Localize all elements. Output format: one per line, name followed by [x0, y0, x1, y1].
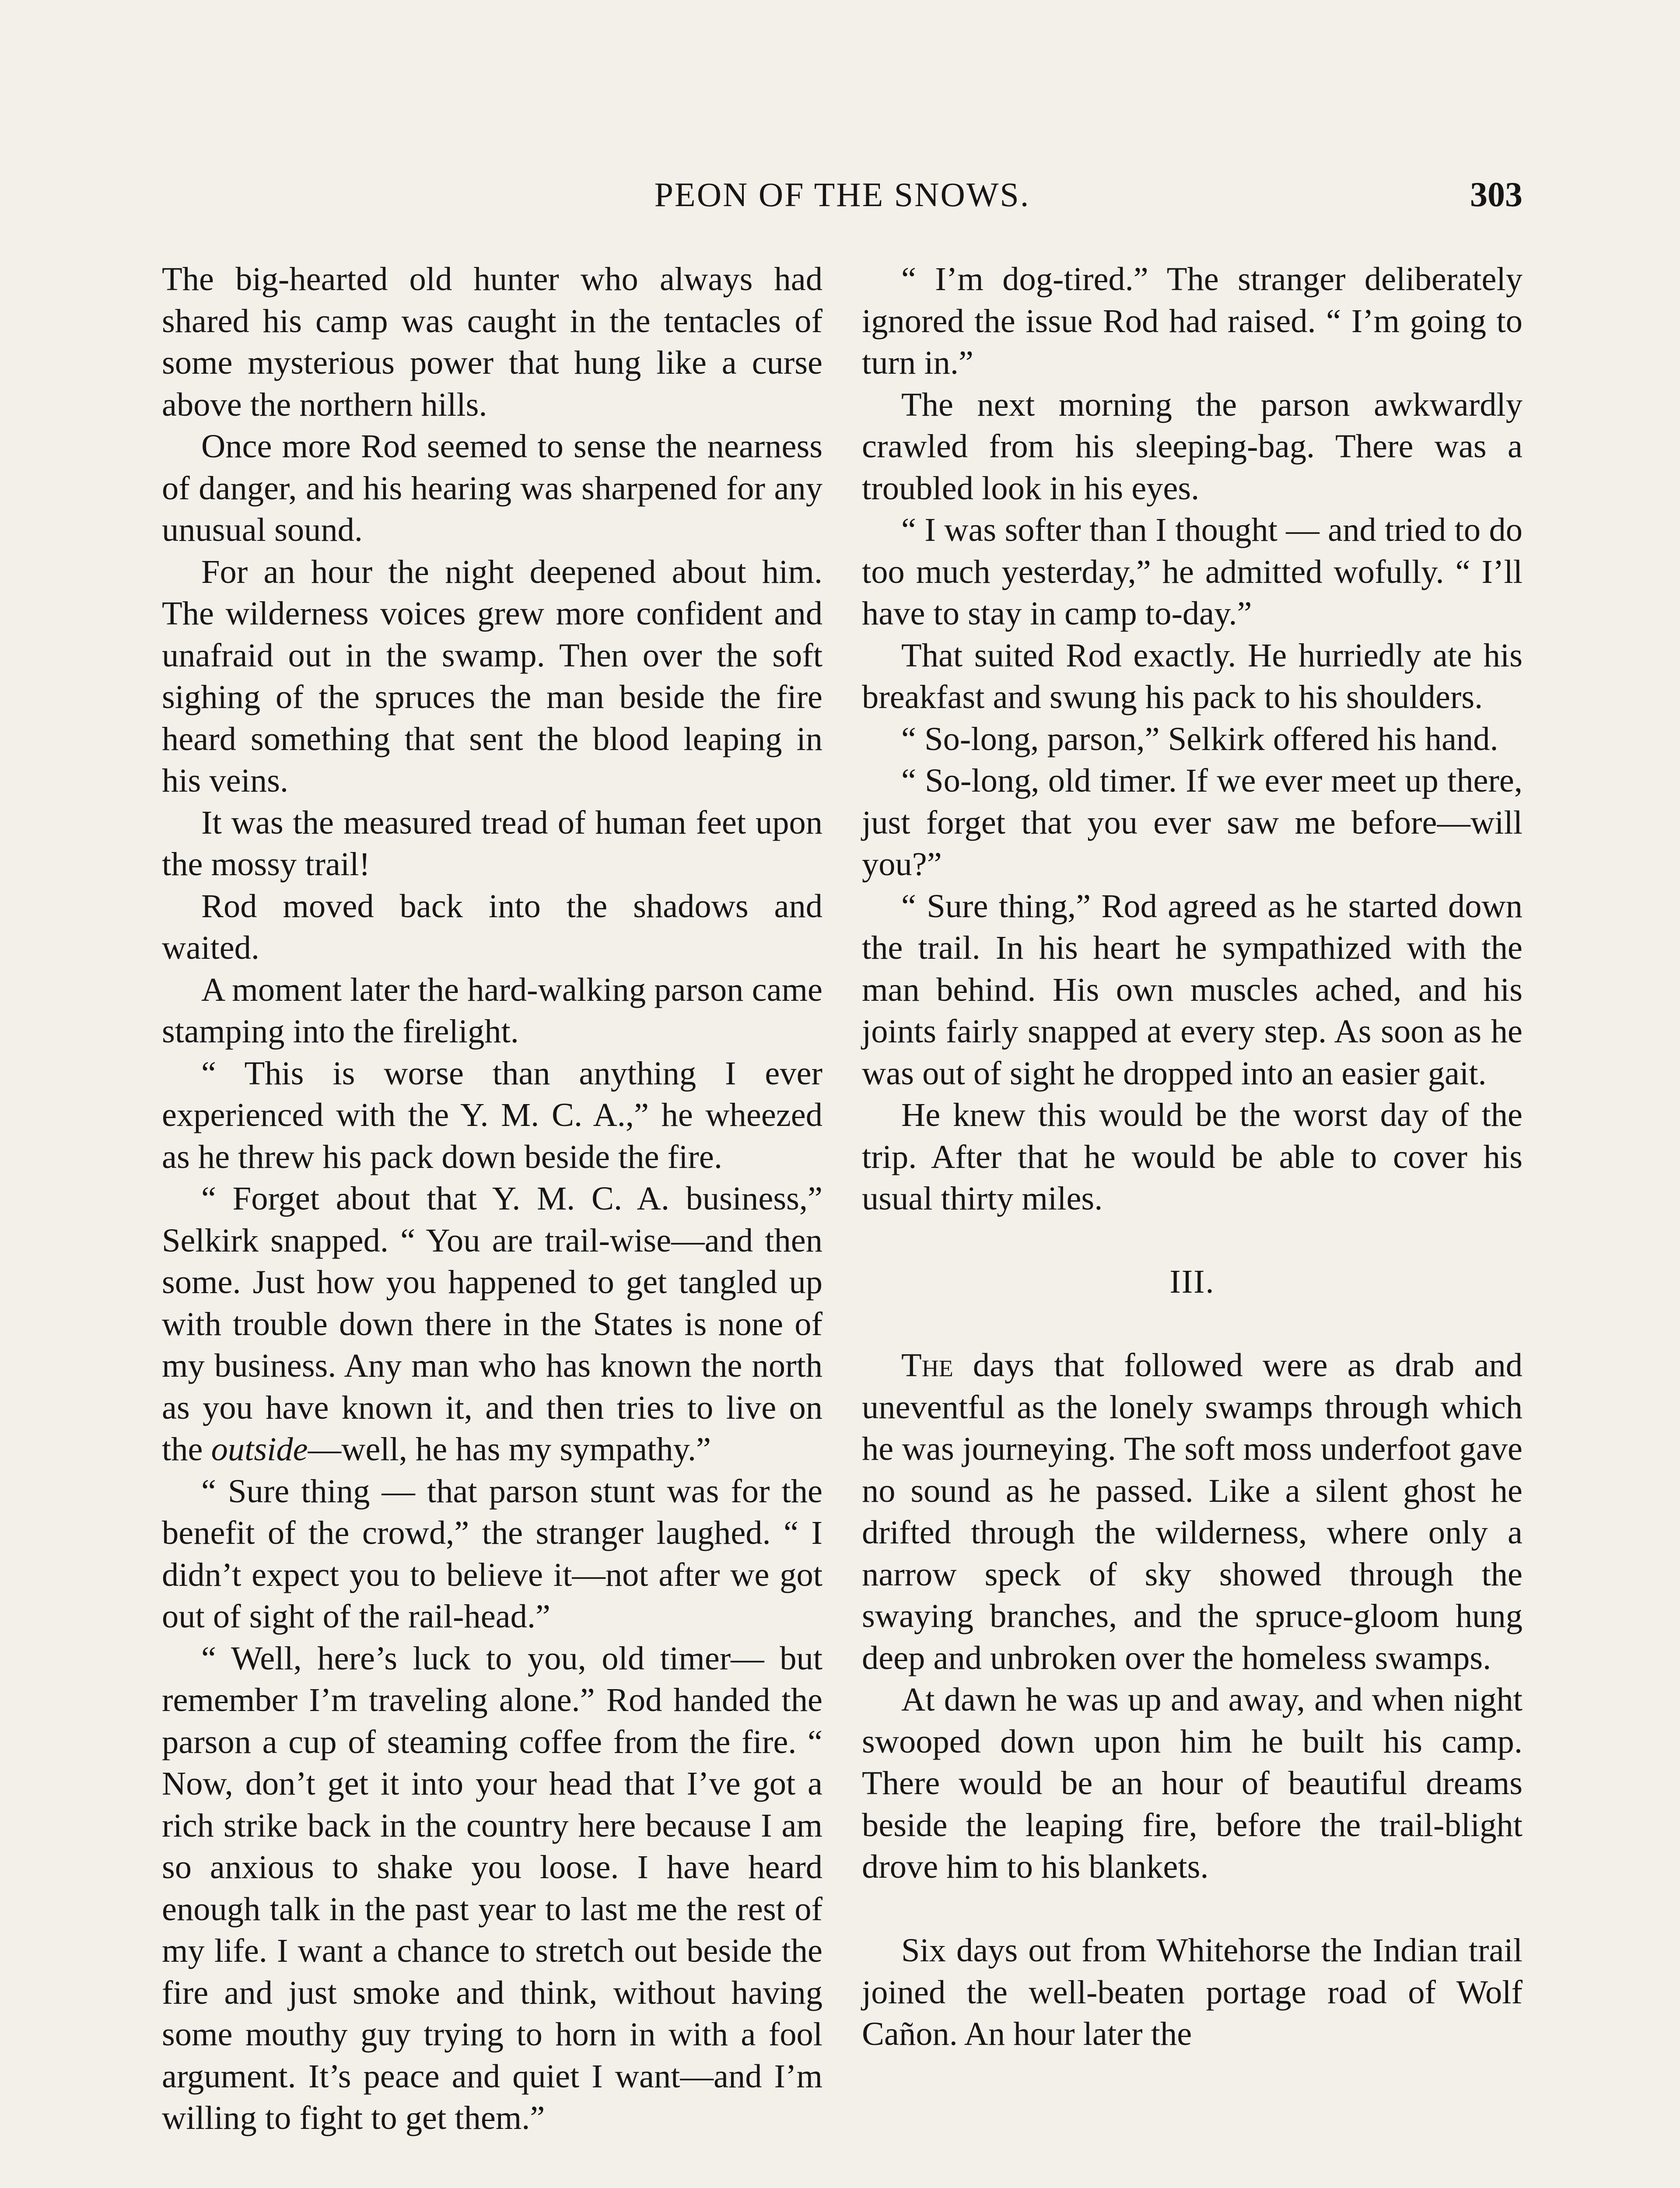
paragraph — [862, 1344, 1522, 1679]
paragraph: Six days out from Whitehorse the Indian trail joined the well-beaten portage road of Wolf Cañon. An hour later the — [862, 1932, 1522, 2052]
paragraph: “ This is worse than anything I ever experienced with the Y. M. C. A.,” he wheezed as he threw his pack down beside the fire. — [162, 1054, 822, 1175]
paragraph: “ So-long, old timer. If we ever meet up there, just forget that you ever saw me before—will you?” — [862, 762, 1522, 883]
paragraph: “ Sure thing — that parson stunt was for the benefit of the crowd,” the stranger laughed. “ I didn’t expect you to believe it—not after we got out of sight of the rail-head.” — [162, 1472, 822, 1635]
left-column — [162, 258, 822, 2139]
running-title: PEON OF THE SNOWS. — [654, 175, 1030, 214]
paragraph: At dawn he was up and away, and when night swooped down upon him he built his camp. There would be an hour of beautiful dreams beside the leaping fire, before the trail-blight drove him to his blankets. — [862, 1681, 1522, 1885]
paragraph: A moment later the hard-walking parson came stamping into the firelight. — [162, 971, 822, 1050]
paragraph-text: days that followed were as drab and uneventful as the lonely swamps through which he was journeying. The soft moss underfoot gave no sound as he passed. Like a silent ghost he drifted through the wilderness, where only a narrow speck of sky showed through the swaying branches, and the spruce-gloom hung deep and unbroken over the homeless swamps. — [862, 1346, 1522, 1676]
paragraph: It was the measured tread of human feet upon the mossy trail! — [162, 803, 822, 883]
section-break — [862, 1888, 1522, 1930]
paragraph: Rod moved back into the shadows and waited. — [162, 887, 822, 966]
paragraph: “ Well, here’s luck to you, old timer— but remember I’m traveling alone.” Rod handed the parson a cup of steaming coffee from the fire. “ Now, don’t get it into your head that I’ve got a rich strike back in the country here because I am so anxious to shake you loose. I have heard enough talk in the past year to last me the rest of my life. I want a chance to stretch out beside the fire and just smoke and think, without having some mouthy guy trying to horn in with a fool argument. It’s peace and quiet I want—and I’m willing to fight to get them.” — [162, 1639, 822, 2136]
page-number: 303 — [1470, 175, 1522, 214]
paragraph — [162, 1178, 822, 1470]
paragraph: That suited Rod exactly. He hurriedly ate his breakfast and swung his pack to his shoulders. — [862, 636, 1522, 715]
running-header — [162, 175, 1522, 223]
paragraph: “ Sure thing,” Rod agreed as he started down the trail. In his heart he sympathized with the man behind. His own muscles ached, and his joints fairly snapped at every step. As soon as he was out of sight he dropped into an easier gait. — [862, 887, 1522, 1092]
paragraph: “ I was softer than I thought — and tried to do too much yesterday,” he admitted wofully. “ I’ll have to stay in camp to-day.” — [862, 511, 1522, 632]
emphasized-word: outside — [211, 1431, 308, 1468]
paragraph: “ I’m dog-tired.” The stranger deliberately ignored the issue Rod had raised. “ I’m going to turn in.” — [862, 260, 1522, 381]
right-column — [862, 258, 1522, 2055]
paragraph: He knew this would be the worst day of the trip. After that he would be able to cover his usual thirty miles. — [862, 1096, 1522, 1217]
paragraph-text: —well, he has my sympathy.” — [308, 1431, 711, 1468]
paragraph: Once more Rod seemed to sense the nearness of danger, and his hearing was sharpened for any unusual sound. — [162, 428, 822, 548]
paragraph-text: “ Forget about that Y. M. C. A. business,” Selkirk snapped. “ You are trail-wise—and then some. Just how you happened to get tangled up with trouble down there in the States is none of my business. Any man who has known the north as you have known it, and then tries to live on the — [162, 1180, 822, 1468]
paragraph: For an hour the night deepened about him. The wilderness voices grew more confident and unafraid out in the swamp. Then over the soft sighing of the spruces the man beside the fire heard something that sent the blood leaping in his veins. — [162, 553, 822, 799]
paragraph: The next morning the parson awkwardly crawled from his sleeping-bag. There was a troubled look in his eyes. — [862, 386, 1522, 507]
paragraph: The big-hearted old hunter who always had shared his camp was caught in the tentacles of some mysterious power that hung like a curse above the northern hills. — [162, 260, 822, 423]
paragraph: “ So-long, parson,” Selkirk offered his hand. — [901, 720, 1498, 757]
lead-in-words: The — [901, 1346, 953, 1384]
section-heading: III. — [1169, 1263, 1215, 1300]
